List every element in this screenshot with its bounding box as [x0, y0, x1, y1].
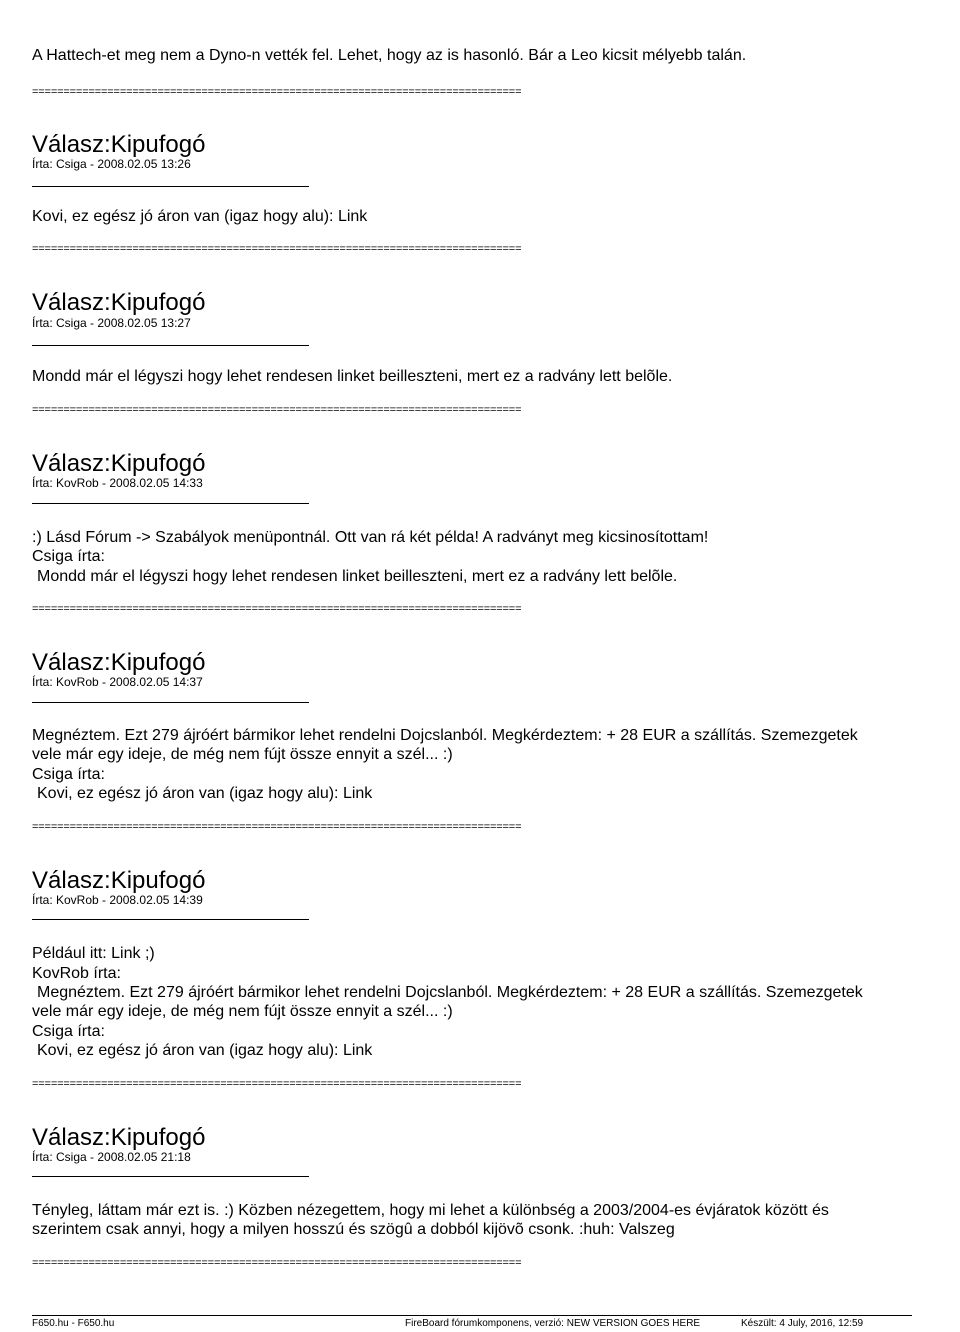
- post-meta: Írta: KovRob - 2008.02.05 14:39: [32, 893, 203, 907]
- post-divider: [32, 186, 309, 187]
- post-divider: [32, 919, 309, 920]
- post-text: :) Lásd Fórum -> Szabályok menüpontnál. Ott van rá két példa! A radványt meg kicsinosítottam!: [32, 529, 709, 546]
- post-text: Kovi, ez egész jó áron van (igaz hogy alu): Link: [32, 208, 368, 225]
- footer-divider: [32, 1315, 912, 1316]
- footer-generated: Készült: 4 July, 2016, 12:59: [741, 1318, 864, 1329]
- post-text: szerintem csak annyi, hogy a milyen hosszú és szögû a dobból kijövõ csonk. :huh: Valszeg: [32, 1221, 675, 1238]
- separator: ==============================================================================: [32, 1078, 522, 1090]
- post-title[interactable]: Válasz:Kipufogó: [32, 131, 206, 158]
- post-meta: Írta: KovRob - 2008.02.05 14:33: [32, 476, 203, 490]
- intro-text: A Hattech-et meg nem a Dyno-n vették fel. Lehet, hogy az is hasonló. Bár a Leo kicsit mélyebb talán.: [32, 47, 747, 64]
- post-title[interactable]: Válasz:Kipufogó: [32, 289, 206, 316]
- post-title[interactable]: Válasz:Kipufogó: [32, 649, 206, 676]
- footer-component: FireBoard fórumkomponens, verzió: NEW VERSION GOES HERE: [405, 1318, 701, 1329]
- post-title[interactable]: Válasz:Kipufogó: [32, 1124, 206, 1151]
- quote-author: Csiga írta:: [32, 1023, 105, 1040]
- separator: ==============================================================================: [32, 404, 522, 416]
- quote-text: Megnéztem. Ezt 279 ájróért bármikor lehet rendelni Dojcslanból. Megkérdeztem: + 28 EUR a szállítás. Szemezgetek: [37, 984, 863, 1001]
- separator: ==============================================================================: [32, 1257, 522, 1269]
- post-title[interactable]: Válasz:Kipufogó: [32, 450, 206, 477]
- quote-text: vele már egy ideje, de még nem fújt össze ennyit a szél... :): [32, 1003, 453, 1020]
- post-meta: Írta: Csiga - 2008.02.05 21:18: [32, 1150, 191, 1164]
- post-meta: Írta: Csiga - 2008.02.05 13:26: [32, 157, 191, 171]
- quote-author: Csiga írta:: [32, 548, 105, 565]
- quote-author: Csiga írta:: [32, 766, 105, 783]
- separator: ==============================================================================: [32, 603, 522, 615]
- post-title[interactable]: Válasz:Kipufogó: [32, 867, 206, 894]
- post-divider: [32, 345, 309, 346]
- post-text: Például itt: Link ;): [32, 945, 155, 962]
- separator: ==============================================================================: [32, 821, 522, 833]
- post-text: Mondd már el légyszi hogy lehet rendesen linket beilleszteni, mert ez a radvány lett belõle.: [32, 368, 673, 385]
- quote-text: Kovi, ez egész jó áron van (igaz hogy alu): Link: [37, 1042, 373, 1059]
- quote-author: KovRob írta:: [32, 965, 121, 982]
- post-divider: [32, 702, 309, 703]
- post-text: Tényleg, láttam már ezt is. :) Közben nézegettem, hogy mi lehet a különbség a 2003/2004-es évjáratok között és: [32, 1202, 829, 1219]
- post-text: Megnéztem. Ezt 279 ájróért bármikor lehet rendelni Dojcslanból. Megkérdeztem: + 28 EUR a szállítás. Szemezgetek: [32, 727, 858, 744]
- post-meta: Írta: Csiga - 2008.02.05 13:27: [32, 316, 191, 330]
- post-meta: Írta: KovRob - 2008.02.05 14:37: [32, 675, 203, 689]
- post-text: vele már egy ideje, de még nem fújt össze ennyit a szél... :): [32, 746, 453, 763]
- footer-site: F650.hu - F650.hu: [32, 1318, 115, 1329]
- post-divider: [32, 1176, 309, 1177]
- post-divider: [32, 503, 309, 504]
- quote-text: Mondd már el légyszi hogy lehet rendesen linket beilleszteni, mert ez a radvány lett belõle.: [37, 568, 678, 585]
- separator: ==============================================================================: [32, 86, 522, 98]
- quote-text: Kovi, ez egész jó áron van (igaz hogy alu): Link: [37, 785, 373, 802]
- separator: ==============================================================================: [32, 243, 522, 255]
